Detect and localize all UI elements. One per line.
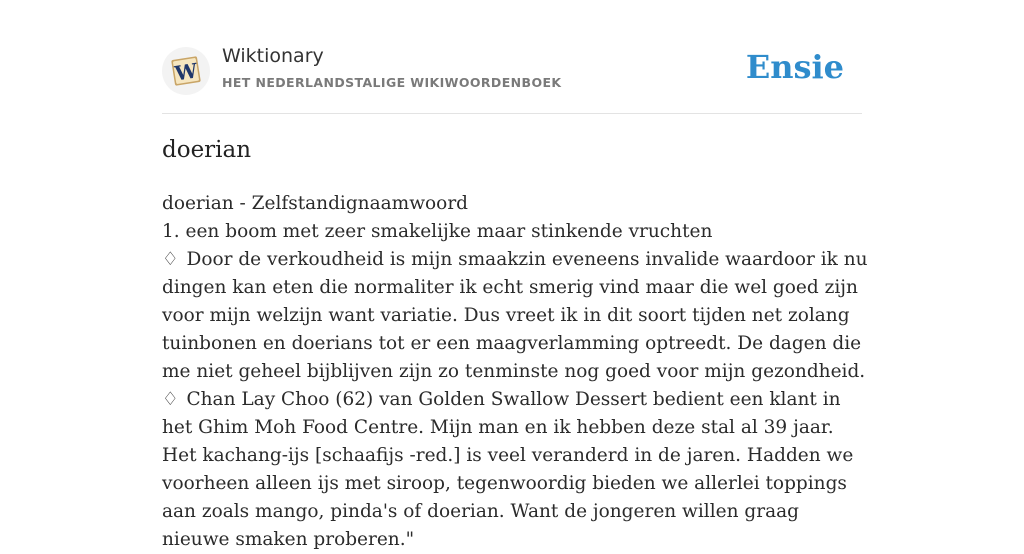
svg-text:W: W	[173, 58, 200, 86]
example-1	[162, 246, 868, 386]
page-title: doerian	[162, 137, 252, 163]
site-title[interactable]: Wiktionary	[222, 45, 324, 67]
example-text: Chan Lay Choo (62) van Golden Swallow Dessert bedient een klant in het Ghim Moh Food Centre. Mijn man en ik hebben deze stal al 39 jaar. Het kachang-ijs [schaafijs -red.] is veel veranderd in de jaren. Hadden we voorheen alleen ijs met siroop, tegenwoordig bieden we allerlei toppings aan zoals mango, pinda's of doerian. Want de jongeren willen graag nieuwe smaken proberen."	[162, 389, 854, 550]
example-2	[162, 386, 868, 554]
definition-line: 1. een boom met zeer smakelijke maar stinkende vruchten	[162, 221, 713, 242]
diamond-icon: ♢	[162, 249, 179, 270]
header-divider	[162, 113, 862, 114]
site-header	[162, 42, 862, 114]
wiktionary-logo-icon[interactable]	[162, 47, 210, 95]
example-text: Door de verkoudheid is mijn smaakzin eveneens invalide waardoor ik nu dingen kan eten die normaliter ik echt smerig vind maar die wel goed zijn voor mijn welzijn want variatie. Dus vreet ik in dit soort tijden net zolang tuinbonen en doerians tot er een maagverlamming optreedt. De dagen die me niet geheel bijblijven zijn zo tenminste nog goed voor mijn gezondheid.	[162, 249, 868, 382]
site-subtitle: HET NEDERLANDSTALIGE WIKIWOORDENBOEK	[222, 75, 562, 90]
word-class-line: doerian - Zelfstandignaamwoord	[162, 193, 468, 214]
entry-content	[162, 190, 868, 554]
ensie-brand-link[interactable]: Ensie	[745, 48, 844, 86]
diamond-icon: ♢	[162, 389, 179, 410]
